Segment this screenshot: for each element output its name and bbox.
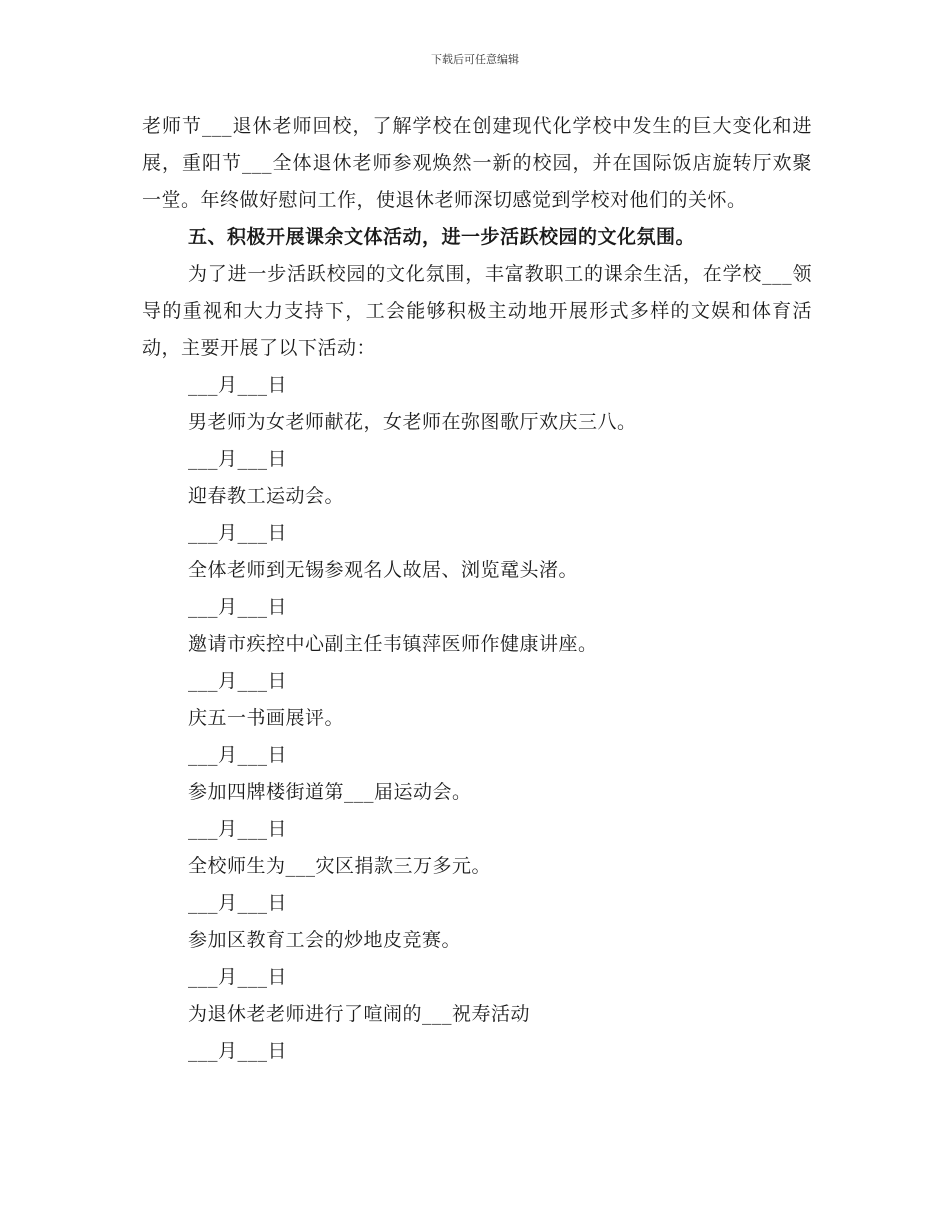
event-description: 为退休老老师进行了喧闹的___祝寿活动 — [188, 1003, 531, 1025]
event-date: ___月___日 — [188, 966, 288, 988]
event-date: ___月___日 — [188, 1040, 288, 1062]
event-date: ___月___日 — [188, 892, 288, 914]
event-description: 全体老师到无锡参观名人故居、浏览鼋头渚。 — [188, 559, 579, 581]
event-description: 参加区教育工会的炒地皮竞赛。 — [188, 929, 462, 951]
event-description: 邀请市疾控中心副主任韦镇萍医师作健康讲座。 — [188, 633, 598, 655]
event-description: 全校师生为___灾区捐款三万多元。 — [188, 855, 492, 877]
event-date: ___月___日 — [188, 374, 288, 396]
event-description: 庆五一书画展评。 — [188, 707, 345, 729]
event-date: ___月___日 — [188, 744, 288, 766]
event-description: 参加四牌楼街道第___届运动会。 — [188, 781, 472, 803]
event-date: ___月___日 — [188, 596, 288, 618]
paragraph-retired-teachers: 老师节___退休老师回校，了解学校在创建现代化学校中发生的巨大变化和进展，重阳节___全体退休老师参观焕然一新的校园，并在国际饭店旋转厅欢聚一堂。年终做好慰问工作，使退休老师深切感觉到学校对他们的关怀。 — [142, 115, 812, 211]
document-body — [142, 108, 812, 1070]
event-date: ___月___日 — [188, 522, 288, 544]
section-heading-5: 五、积极开展课余文体活动，进一步活跃校园的文化氛围。 — [188, 226, 696, 248]
paragraph-activities-intro: 为了进一步活跃校园的文化氛围，丰富教职工的课余生活，在学校___领导的重视和大力支持下，工会能够积极主动地开展形式多样的文娱和体育活动，主要开展了以下活动： — [142, 263, 812, 359]
event-date: ___月___日 — [188, 818, 288, 840]
event-date: ___月___日 — [188, 670, 288, 692]
event-description: 男老师为女老师献花，女老师在弥图歌厅欢庆三八。 — [188, 411, 637, 433]
event-date: ___月___日 — [188, 448, 288, 470]
page-header: 下载后可任意编辑 — [431, 53, 519, 66]
event-description: 迎春教工运动会。 — [188, 485, 345, 507]
